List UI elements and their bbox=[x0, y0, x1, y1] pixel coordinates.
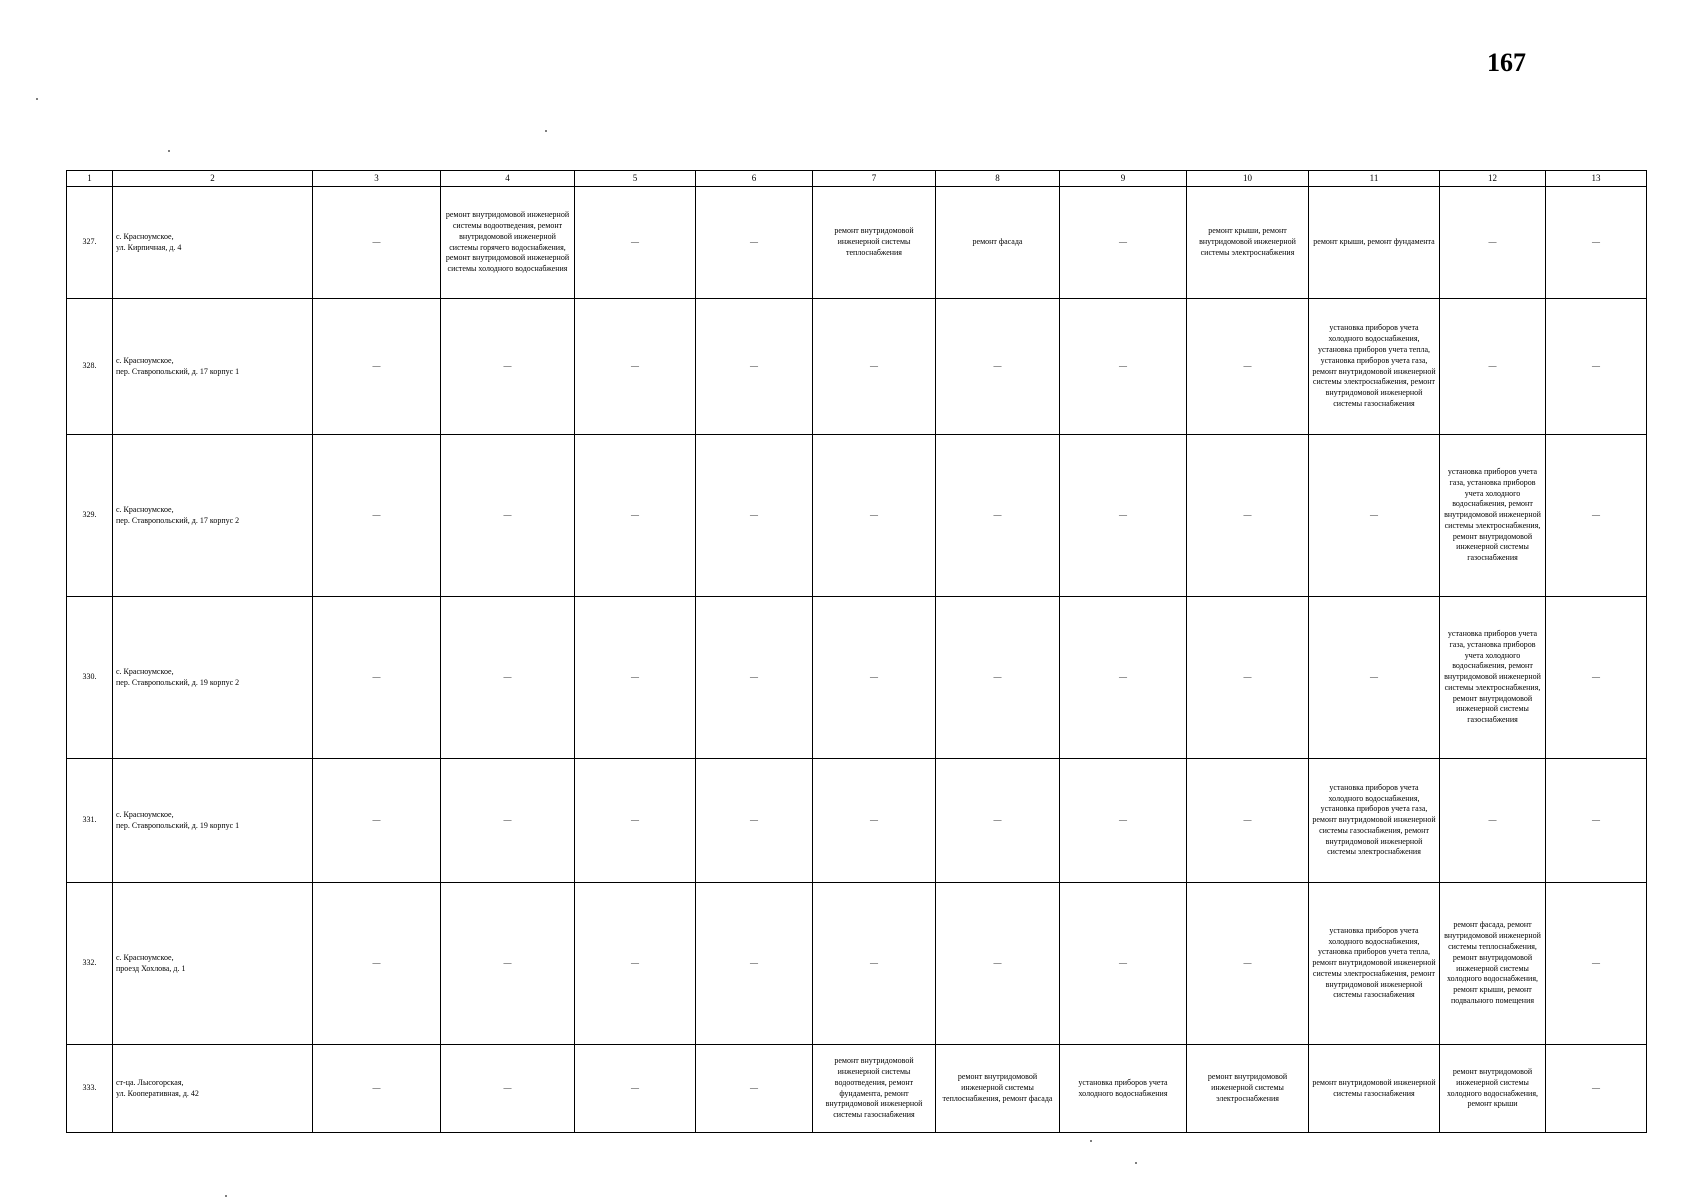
work-cell-col-13: — bbox=[1546, 187, 1647, 299]
address-street: пер. Ставропольский, д. 17 корпус 1 bbox=[116, 366, 240, 376]
column-number-7: 7 bbox=[813, 171, 936, 187]
work-cell-col-3: — bbox=[313, 1045, 441, 1133]
address-cell bbox=[113, 597, 313, 759]
work-cell-col-10: — bbox=[1187, 759, 1309, 883]
work-cell-col-8: — bbox=[936, 299, 1060, 435]
work-cell-col-8: — bbox=[936, 435, 1060, 597]
column-number-2: 2 bbox=[113, 171, 313, 187]
address-street: пер. Ставропольский, д. 19 корпус 2 bbox=[116, 677, 240, 687]
work-cell-col-8: — bbox=[936, 883, 1060, 1045]
work-cell-col-5: — bbox=[575, 883, 696, 1045]
address-cell bbox=[113, 187, 313, 299]
work-cell-col-6: — bbox=[696, 435, 813, 597]
work-cell-col-5: — bbox=[575, 597, 696, 759]
table-row bbox=[67, 299, 1647, 435]
work-cell-col-11: ремонт внутридомовой инженерной системы газоснабжения bbox=[1309, 1045, 1440, 1133]
work-cell-col-5: — bbox=[575, 1045, 696, 1133]
row-number: 333. bbox=[67, 1045, 113, 1133]
column-number-1: 1 bbox=[67, 171, 113, 187]
work-cell-col-4: — bbox=[441, 759, 575, 883]
column-number-10: 10 bbox=[1187, 171, 1309, 187]
work-cell-col-9: установка приборов учета холодного водоснабжения bbox=[1060, 1045, 1187, 1133]
work-cell-col-12: установка приборов учета газа, установка приборов учета холодного водоснабжения, ремонт внутридомовой инженерной системы электроснабжения, ремонт внутридомовой инженерной системы газоснабжения bbox=[1440, 597, 1546, 759]
address-cell bbox=[113, 759, 313, 883]
work-cell-col-4: ремонт внутридомовой инженерной системы водоотведения, ремонт внутридомовой инженерной системы горячего водоснабжения, ремонт внутридомовой инженерной системы холодного водоснабжения bbox=[441, 187, 575, 299]
work-cell-col-4: — bbox=[441, 883, 575, 1045]
work-cell-col-6: — bbox=[696, 299, 813, 435]
work-cell-col-9: — bbox=[1060, 597, 1187, 759]
address-street: ул. Кирпичная, д. 4 bbox=[116, 242, 182, 252]
row-number: 331. bbox=[67, 759, 113, 883]
work-cell-col-9: — bbox=[1060, 299, 1187, 435]
work-cell-col-8: ремонт фасада bbox=[936, 187, 1060, 299]
row-number: 330. bbox=[67, 597, 113, 759]
work-cell-col-7: — bbox=[813, 759, 936, 883]
work-cell-col-9: — bbox=[1060, 435, 1187, 597]
work-cell-col-4: — bbox=[441, 597, 575, 759]
scan-speck bbox=[1135, 1162, 1137, 1164]
work-cell-col-11: установка приборов учета холодного водоснабжения, установка приборов учета тепла, ремонт внутридомовой инженерной системы электроснабжения, ремонт внутридомовой инженерной системы газоснабжения bbox=[1309, 883, 1440, 1045]
work-cell-col-10: — bbox=[1187, 435, 1309, 597]
work-cell-col-5: — bbox=[575, 187, 696, 299]
address-street: ул. Кооперативная, д. 42 bbox=[116, 1088, 199, 1098]
row-number: 327. bbox=[67, 187, 113, 299]
table-row bbox=[67, 187, 1647, 299]
address-locality: с. Красноумское, bbox=[116, 666, 174, 676]
work-cell-col-6: — bbox=[696, 759, 813, 883]
address-locality: с. Красноумское, bbox=[116, 809, 174, 819]
work-cell-col-7: ремонт внутридомовой инженерной системы теплоснабжения bbox=[813, 187, 936, 299]
column-number-13: 13 bbox=[1546, 171, 1647, 187]
work-cell-col-10: — bbox=[1187, 597, 1309, 759]
work-cell-col-7: ремонт внутридомовой инженерной системы водоотведения, ремонт фундамента, ремонт внутридомовой инженерной системы газоснабжения bbox=[813, 1045, 936, 1133]
scan-speck bbox=[36, 98, 38, 100]
column-number-4: 4 bbox=[441, 171, 575, 187]
work-cell-col-11: установка приборов учета холодного водоснабжения, установка приборов учета тепла, установка приборов учета газа, ремонт внутридомовой инженерной системы электроснабжения, ремонт внутридомовой инженерной системы газоснабжения bbox=[1309, 299, 1440, 435]
column-number-8: 8 bbox=[936, 171, 1060, 187]
address-street: пер. Ставропольский, д. 19 корпус 1 bbox=[116, 820, 240, 830]
address-locality: с. Красноумское, bbox=[116, 231, 174, 241]
work-cell-col-13: — bbox=[1546, 759, 1647, 883]
work-cell-col-12: установка приборов учета газа, установка приборов учета холодного водоснабжения, ремонт внутридомовой инженерной системы электроснабжения, ремонт внутридомовой инженерной системы газоснабжения bbox=[1440, 435, 1546, 597]
work-cell-col-3: — bbox=[313, 883, 441, 1045]
scan-speck bbox=[545, 130, 547, 132]
work-cell-col-3: — bbox=[313, 187, 441, 299]
work-cell-col-12: ремонт фасада, ремонт внутридомовой инженерной системы теплоснабжения, ремонт внутридомовой инженерной системы холодного водоснабжения, ремонт крыши, ремонт подвального помещения bbox=[1440, 883, 1546, 1045]
work-cell-col-12: ремонт внутридомовой инженерной системы холодного водоснабжения, ремонт крыши bbox=[1440, 1045, 1546, 1133]
work-cell-col-9: — bbox=[1060, 759, 1187, 883]
row-number: 328. bbox=[67, 299, 113, 435]
work-cell-col-9: — bbox=[1060, 187, 1187, 299]
work-cell-col-10: ремонт крыши, ремонт внутридомовой инженерной системы электроснабжения bbox=[1187, 187, 1309, 299]
work-cell-col-13: — bbox=[1546, 1045, 1647, 1133]
work-cell-col-8: — bbox=[936, 597, 1060, 759]
work-cell-col-6: — bbox=[696, 1045, 813, 1133]
work-cell-col-10: — bbox=[1187, 299, 1309, 435]
column-number-11: 11 bbox=[1309, 171, 1440, 187]
work-cell-col-13: — bbox=[1546, 883, 1647, 1045]
work-cell-col-13: — bbox=[1546, 597, 1647, 759]
scan-speck bbox=[225, 1195, 227, 1197]
work-cell-col-9: — bbox=[1060, 883, 1187, 1045]
work-cell-col-3: — bbox=[313, 435, 441, 597]
work-cell-col-3: — bbox=[313, 299, 441, 435]
work-cell-col-3: — bbox=[313, 597, 441, 759]
table-row bbox=[67, 597, 1647, 759]
row-number: 329. bbox=[67, 435, 113, 597]
address-cell bbox=[113, 1045, 313, 1133]
table-row bbox=[67, 1045, 1647, 1133]
work-cell-col-7: — bbox=[813, 299, 936, 435]
address-locality: с. Красноумское, bbox=[116, 952, 174, 962]
work-cell-col-5: — bbox=[575, 759, 696, 883]
column-number-9: 9 bbox=[1060, 171, 1187, 187]
work-cell-col-8: ремонт внутридомовой инженерной системы теплоснабжения, ремонт фасада bbox=[936, 1045, 1060, 1133]
column-number-5: 5 bbox=[575, 171, 696, 187]
work-cell-col-11: — bbox=[1309, 597, 1440, 759]
row-number: 332. bbox=[67, 883, 113, 1045]
column-number-6: 6 bbox=[696, 171, 813, 187]
work-cell-col-12: — bbox=[1440, 299, 1546, 435]
work-cell-col-6: — bbox=[696, 597, 813, 759]
work-cell-col-6: — bbox=[696, 883, 813, 1045]
work-cell-col-5: — bbox=[575, 299, 696, 435]
work-cell-col-3: — bbox=[313, 759, 441, 883]
work-cell-col-7: — bbox=[813, 435, 936, 597]
work-cell-col-6: — bbox=[696, 187, 813, 299]
column-number-12: 12 bbox=[1440, 171, 1546, 187]
work-cell-col-11: ремонт крыши, ремонт фундамента bbox=[1309, 187, 1440, 299]
address-cell bbox=[113, 435, 313, 597]
work-cell-col-12: — bbox=[1440, 187, 1546, 299]
scan-speck bbox=[1090, 1140, 1092, 1142]
table-row bbox=[67, 435, 1647, 597]
table-row bbox=[67, 759, 1647, 883]
address-street: пер. Ставропольский, д. 17 корпус 2 bbox=[116, 515, 240, 525]
work-cell-col-13: — bbox=[1546, 435, 1647, 597]
page-number: 167 bbox=[1487, 48, 1526, 77]
address-locality: с. Красноумское, bbox=[116, 355, 174, 365]
scan-speck bbox=[168, 150, 170, 152]
work-cell-col-11: установка приборов учета холодного водоснабжения, установка приборов учета газа, ремонт внутридомовой инженерной системы газоснабжения, ремонт внутридомовой инженерной системы электроснабжения bbox=[1309, 759, 1440, 883]
work-cell-col-7: — bbox=[813, 597, 936, 759]
work-cell-col-10: ремонт внутридомовой инженерной системы электроснабжения bbox=[1187, 1045, 1309, 1133]
work-cell-col-11: — bbox=[1309, 435, 1440, 597]
address-cell bbox=[113, 299, 313, 435]
work-cell-col-4: — bbox=[441, 435, 575, 597]
work-cell-col-8: — bbox=[936, 759, 1060, 883]
work-cell-col-10: — bbox=[1187, 883, 1309, 1045]
work-cell-col-13: — bbox=[1546, 299, 1647, 435]
work-cell-col-7: — bbox=[813, 883, 936, 1045]
work-cell-col-5: — bbox=[575, 435, 696, 597]
work-cell-col-4: — bbox=[441, 1045, 575, 1133]
column-number-row bbox=[67, 171, 1647, 187]
address-cell bbox=[113, 883, 313, 1045]
column-number-3: 3 bbox=[313, 171, 441, 187]
address-street: проезд Хохлова, д. 1 bbox=[116, 963, 186, 973]
repair-schedule-table bbox=[66, 170, 1647, 1133]
address-locality: с. Красноумское, bbox=[116, 504, 174, 514]
address-locality: ст-ца. Лысогорская, bbox=[116, 1077, 184, 1087]
work-cell-col-12: — bbox=[1440, 759, 1546, 883]
work-cell-col-4: — bbox=[441, 299, 575, 435]
table-row bbox=[67, 883, 1647, 1045]
